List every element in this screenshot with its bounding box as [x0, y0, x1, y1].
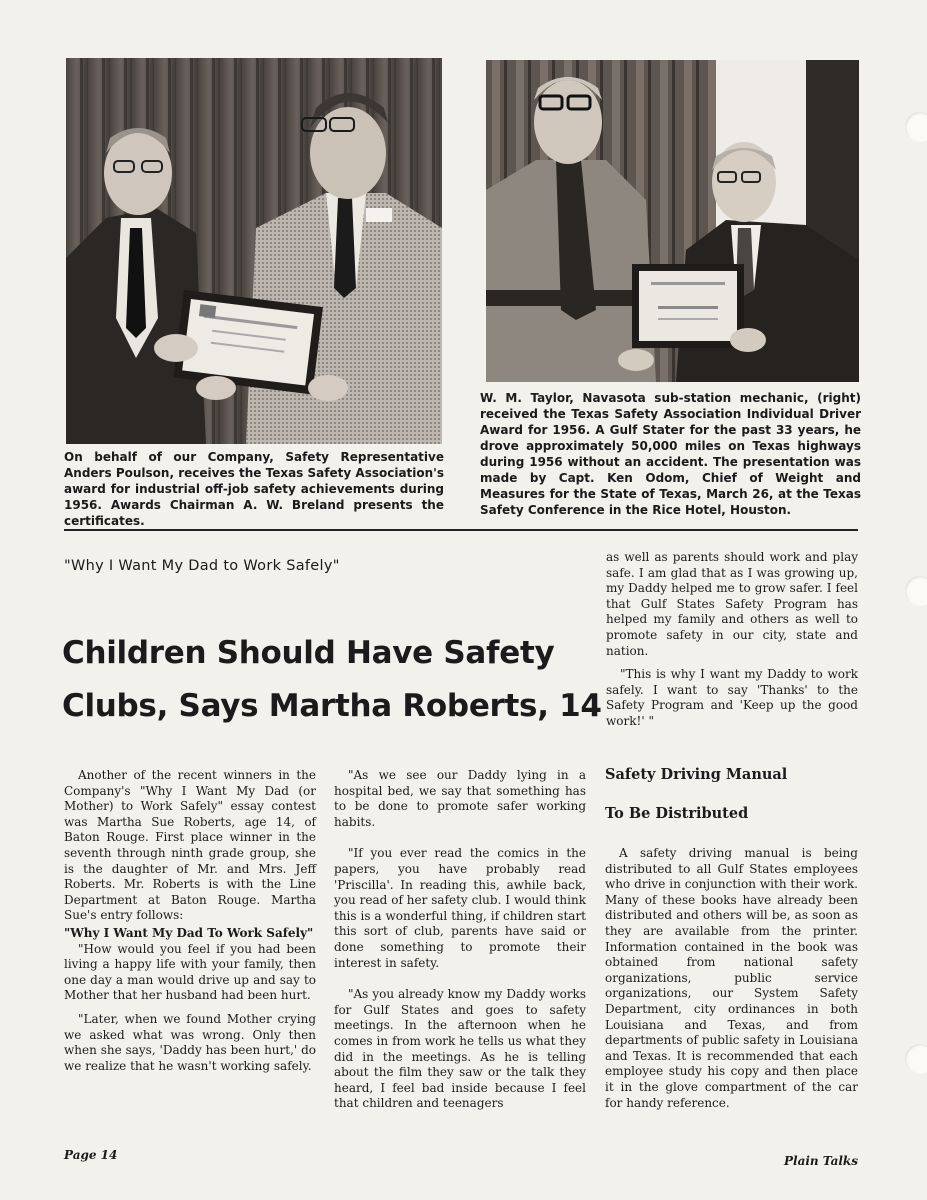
- photo-caption-left: On behalf of our Company, Safety Representative Anders Poulson, receives the Texas Safety Association's award for industrial off-job safety achievements during 1956. Awards Chairman A. W. Breland presents the certificates.: [64, 450, 444, 528]
- article-kicker: "Why I Want My Dad to Work Safely": [64, 558, 340, 574]
- article-paragraph: Another of the recent winners in the Company's "Why I Want My Dad (or Mother) to Work Safely" essay contest was Martha Sue Roberts, age 14, of Baton Rouge. First place winner in the seventh through ninth grade group, she is the daughter of Mr. and Mrs. Jeff Roberts. Mr. Roberts is with the Line Department at Baton Rouge. Martha Sue's entry follows:: [64, 768, 316, 923]
- article-paragraph: "This is why I want my Daddy to work safely. I want to say 'Thanks' to the Safety Program and 'Keep up the good work!' ": [606, 667, 858, 728]
- photo-caption-right: W. M. Taylor, Navasota sub-station mechanic, (right) received the Texas Safety Association Individual Driver Award for 1956. A Gulf Stater for the past 33 years, he drove approximately 50,000 miles on Texas highways during 1956 without an accident. The presentation was made by Capt. Ken Odom, Chief of Weight and Measures for the State of Texas, March 26, at the Texas Safety Conference in the Rice Hotel, Houston.: [480, 391, 861, 517]
- article-paragraph: "As you already know my Daddy works for Gulf States and goes to safety meetings. In the afternoon when he comes in from work he tells us what they did in the meetings. As he is telling about the film they saw or the talk they heard, I feel bad inside because I feel that children and teenagers: [334, 987, 586, 1111]
- section-divider: [64, 529, 858, 531]
- article-paragraph: as well as parents should work and play safe. I am glad that as I was growing up, my Daddy helped me to grow safer. I feel that Gulf States Safety Program has helped my family and others as well to promote safety in our city, state and nation.: [606, 550, 858, 658]
- publication-name: Plain Talks: [783, 1154, 858, 1168]
- binder-hole-top: [905, 112, 927, 142]
- photo-award-presentation-left: [66, 58, 442, 444]
- article-column-1: [64, 768, 316, 1082]
- article-column-2: [334, 768, 586, 1120]
- article-headline-line1: Children Should Have Safety: [62, 635, 555, 671]
- binder-hole-middle: [905, 576, 927, 606]
- photo-award-presentation-right: [486, 60, 859, 382]
- article-paragraph: "How would you feel if you had been living a happy life with your family, then one day a man would drive up and say to Mother that her husband had been hurt.: [64, 941, 316, 1003]
- article-paragraph: "As we see our Daddy lying in a hospital bed, we say that something has to be done to promote safer working habits.: [334, 768, 586, 829]
- essay-subhead: "Why I Want My Dad To Work Safely": [64, 925, 314, 940]
- article-paragraph: "Later, when we found Mother crying we asked what was wrong. Only then when she says, 'Daddy has been hurt,' do we realize that he wasn't working safely.: [64, 1011, 316, 1073]
- article-continuation-column: [606, 550, 858, 738]
- sidebar-paragraph: A safety driving manual is being distributed to all Gulf States employees who drive in conjunction with their work. Many of these books have already been distributed and others will be, as soon as they are available from the printer. Information contained in the book was obtained from national safety organizations, public service organizations, our System Safety Department, city ordinances in both Louisiana and Texas, and from departments of public safety in Louisiana and Texas. It is recommended that each employee study his copy and then place it in the glove compartment of the car for handy reference.: [605, 846, 858, 1110]
- binder-hole-bottom: [905, 1044, 927, 1074]
- page-number: Page 14: [64, 1148, 118, 1162]
- sidebar-body: [605, 846, 858, 1119]
- article-paragraph: "If you ever read the comics in the papers, you have probably read 'Priscilla'. In reading this, awhile back, you read of her safety club. I would think this is a wonderful thing, if children start this sort of club, parents have said or done something to promote their interest in safety.: [334, 846, 586, 970]
- sidebar-heading-line2: To Be Distributed: [605, 805, 749, 822]
- article-headline-line2: Clubs, Says Martha Roberts, 14: [62, 688, 602, 724]
- sidebar-heading-line1: Safety Driving Manual: [605, 766, 788, 783]
